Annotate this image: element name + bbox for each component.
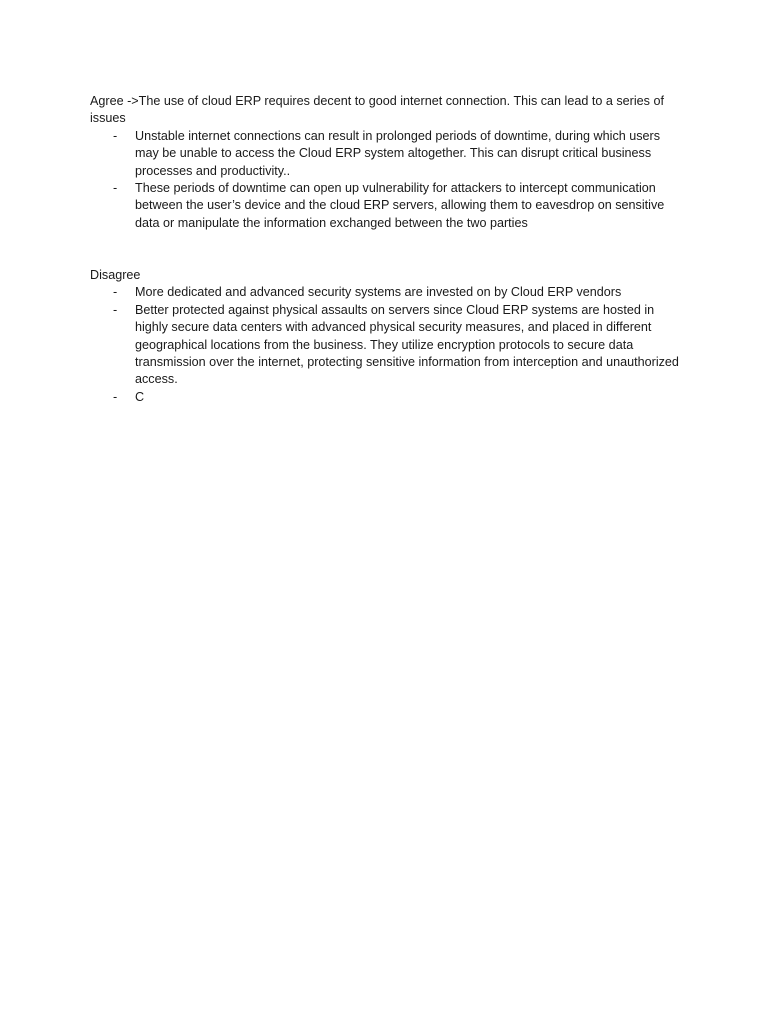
list-item (90, 284, 680, 301)
disagree-list (90, 284, 680, 406)
agree-list (90, 128, 680, 232)
list-item-text: Unstable internet connections can result in prolonged periods of downtime, during which users may be unable to access the Cloud ERP system altogether. This can disrupt critical business processes and productivity.. (135, 128, 661, 178)
list-item (90, 389, 680, 406)
list-item-text: Better protected against physical assaults on servers since Cloud ERP systems are hosted in highly secure data centers with advanced physical security measures, and placed in different geographical locations from the business. They utilize encryption protocols to secure data transmission over the internet, protecting sensitive information from interception and unauthorized access. (135, 302, 679, 387)
agree-heading: Agree ->The use of cloud ERP requires decent to good internet connection. This can lead to a series of issues (90, 94, 664, 126)
list-item (90, 302, 680, 389)
list-item-text: More dedicated and advanced security systems are invested on by Cloud ERP vendors (135, 285, 622, 300)
bullet-dash: - (113, 181, 118, 196)
list-item (90, 128, 680, 180)
bullet-dash: - (113, 389, 118, 404)
bullet-dash: - (113, 128, 118, 143)
document-page (90, 93, 680, 406)
list-item-text: These periods of downtime can open up vulnerability for attackers to intercept communication between the user’s device and the cloud ERP servers, allowing them to eavesdrop on sensitive data or manipulate the information exchanged between the two parties (135, 181, 665, 230)
list-item-text: C (135, 389, 145, 404)
paragraph-gap (90, 232, 680, 267)
bullet-dash: - (113, 285, 118, 300)
list-item (90, 180, 680, 232)
bullet-dash: - (113, 302, 118, 317)
disagree-heading: Disagree (90, 268, 141, 283)
